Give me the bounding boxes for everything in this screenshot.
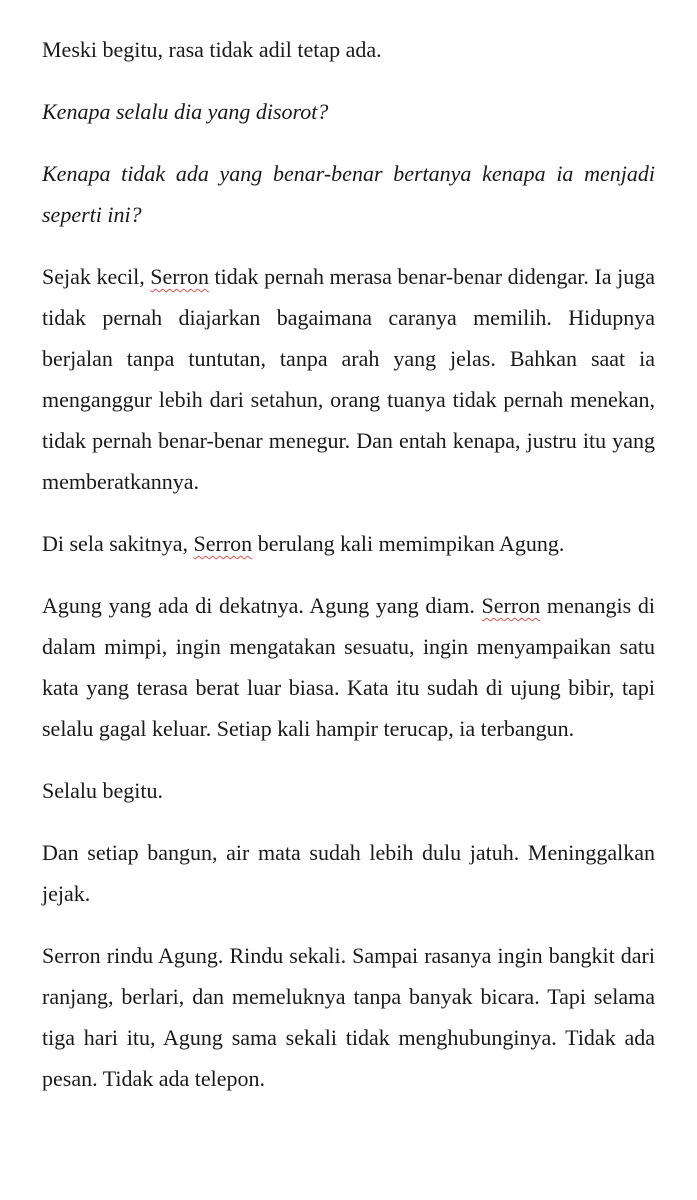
paragraph-1 bbox=[42, 29, 655, 70]
text-run: Kenapa selalu dia yang disorot? bbox=[42, 99, 329, 124]
paragraph-5 bbox=[42, 523, 655, 564]
paragraph-2 bbox=[42, 91, 655, 132]
paragraph-4 bbox=[42, 256, 655, 502]
spellcheck-flagged-word: Serron bbox=[481, 593, 541, 618]
text-run: Kenapa tidak ada yang benar-benar bertanya kenapa ia menjadi seperti ini? bbox=[42, 161, 655, 227]
spellcheck-flagged-word: Serron bbox=[193, 531, 253, 556]
text-run: berulang kali memimpikan Agung. bbox=[252, 531, 565, 556]
text-run: Agung yang ada di dekatnya. Agung yang diam. bbox=[42, 593, 482, 618]
text-run: menangis di dalam mimpi, ingin mengatakan sesuatu, ingin menyampaikan satu kata yang terasa berat luar biasa. Kata itu sudah di ujung bibir, tapi selalu gagal keluar. Setiap kali hampir terucap, ia terbangun. bbox=[42, 593, 655, 741]
text-run: Dan setiap bangun, air mata sudah lebih dulu jatuh. Meninggalkan jejak. bbox=[42, 840, 655, 906]
paragraph-7 bbox=[42, 770, 655, 811]
text-run: tidak pernah merasa benar-benar didengar. Ia juga tidak pernah diajarkan bagaimana caranya memilih. Hidupnya berjalan tanpa tuntutan, tanpa arah yang jelas. Bahkan saat ia menganggur lebih dari setahun, orang tuanya tidak pernah menekan, tidak pernah benar-benar menegur. Dan entah kenapa, justru itu yang memberatkannya. bbox=[42, 264, 655, 494]
text-run: Sejak kecil, bbox=[42, 264, 151, 289]
paragraph-8 bbox=[42, 832, 655, 914]
document-body[interactable] bbox=[42, 29, 655, 1099]
paragraph-9 bbox=[42, 935, 655, 1099]
paragraph-3 bbox=[42, 153, 655, 235]
text-run: Meski begitu, rasa tidak adil tetap ada. bbox=[42, 37, 382, 62]
text-run: Di sela sakitnya, bbox=[42, 531, 194, 556]
paragraph-6 bbox=[42, 585, 655, 749]
text-run: Serron rindu Agung. Rindu sekali. Sampai rasanya ingin bangkit dari ranjang, berlari, dan memeluknya tanpa banyak bicara. Tapi selama tiga hari itu, Agung sama sekali tidak menghubunginya. Tidak ada pesan. Tidak ada telepon. bbox=[42, 943, 655, 1091]
spellcheck-flagged-word: Serron bbox=[150, 264, 209, 289]
text-run: Selalu begitu. bbox=[42, 778, 163, 803]
